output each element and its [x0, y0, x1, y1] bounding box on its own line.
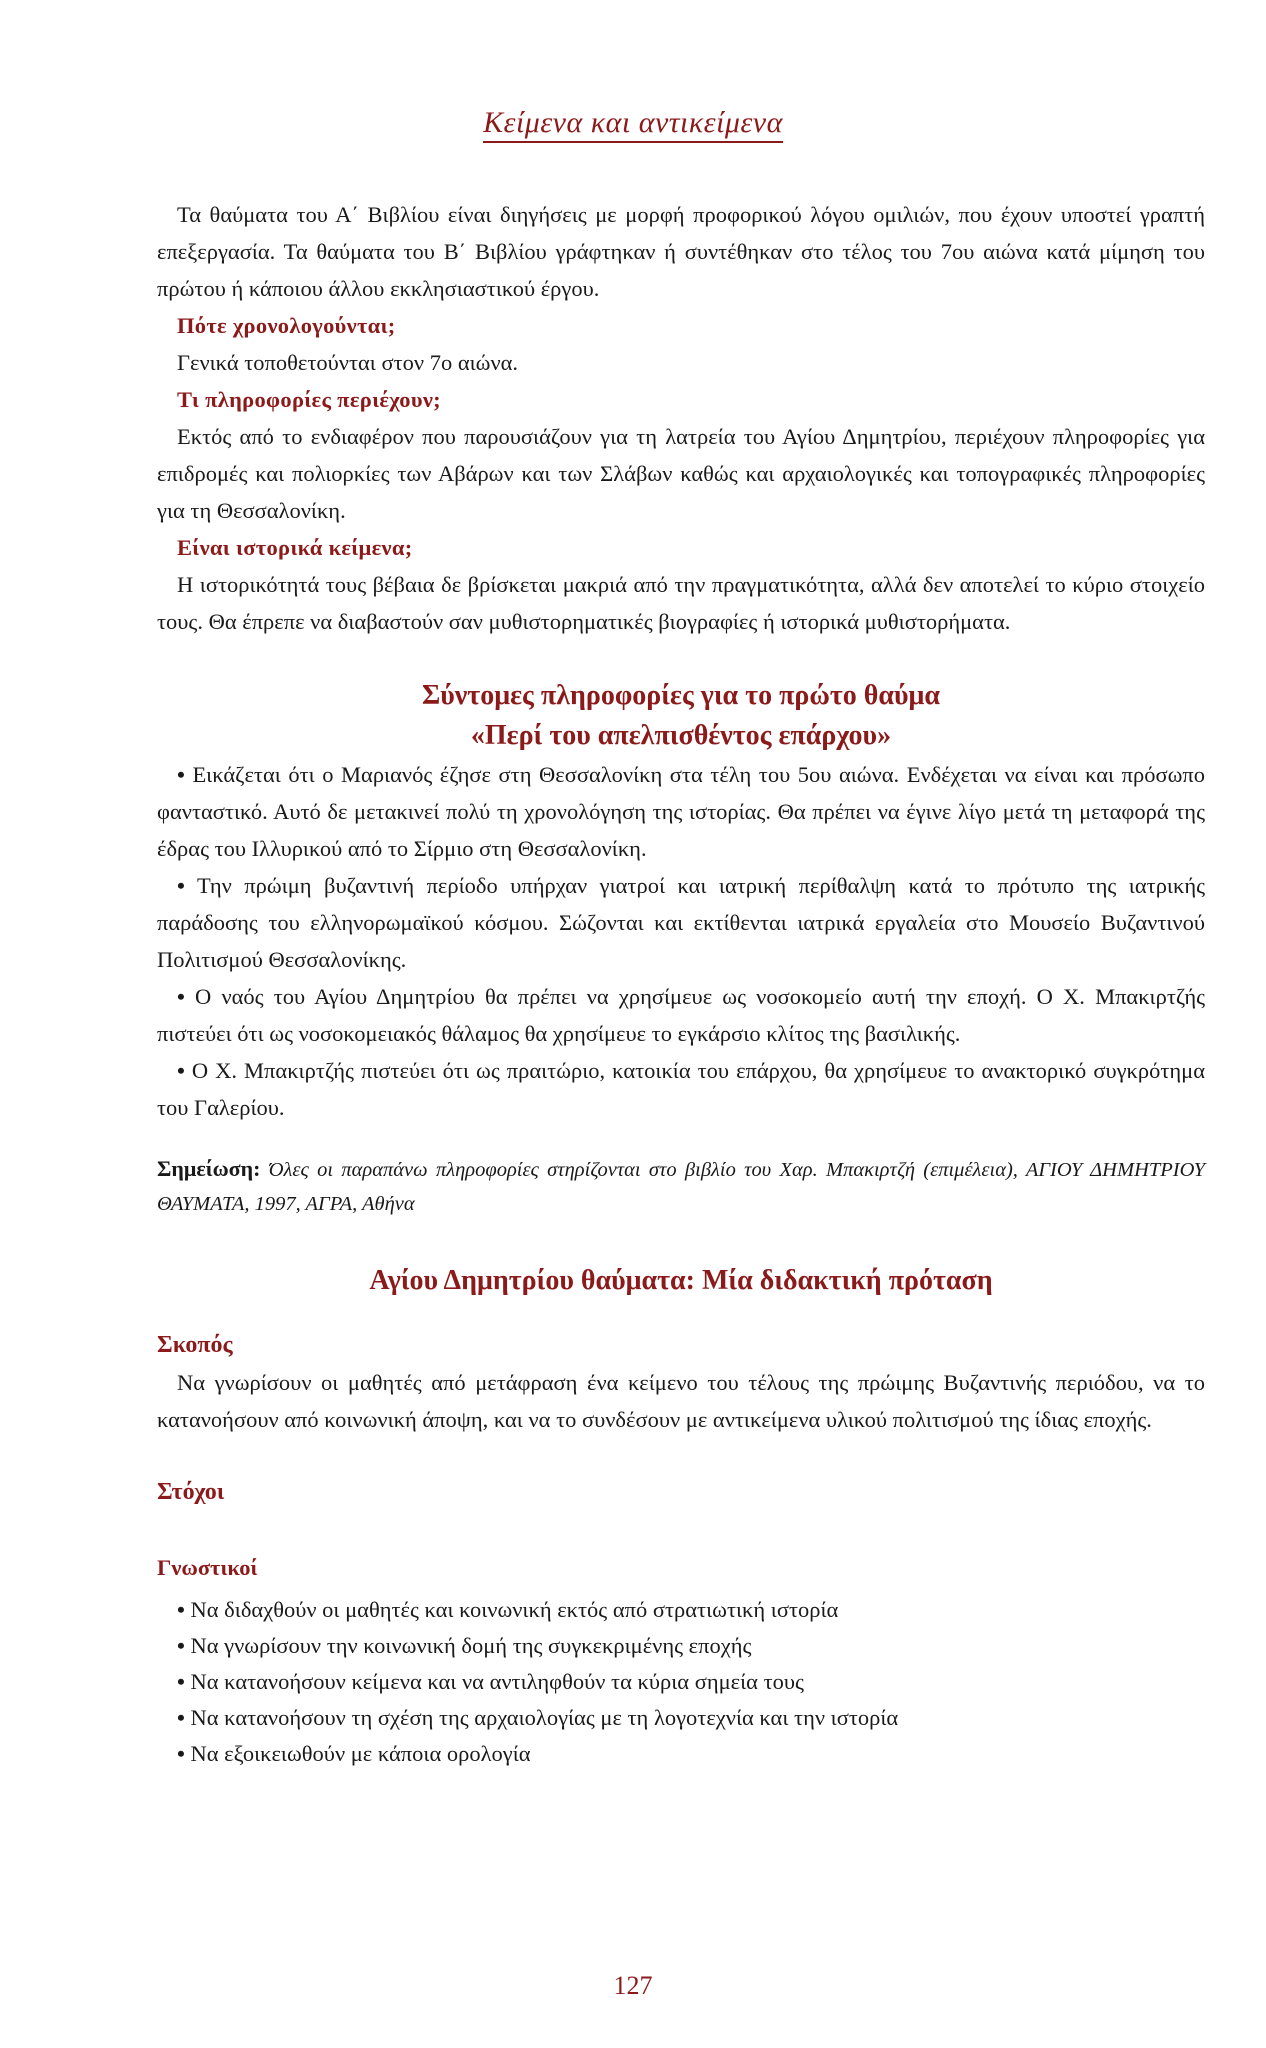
objective-text: Να διδαχθούν οι μαθητές και κοινωνική εκτός από στρατιωτική ιστορία	[190, 1597, 839, 1622]
question-historical: Είναι ιστορικά κείμενα;	[177, 535, 413, 560]
source-note	[157, 1152, 1205, 1221]
list-item	[157, 1700, 1205, 1736]
info-bullet	[157, 1052, 1205, 1126]
info-bullet	[157, 756, 1205, 867]
answer-information: Εκτός από το ενδιαφέρον που παρουσιάζουν για τη λατρεία του Αγίου Δημητρίου, περιέχουν πληροφορίες για επιδρομές και πολιορκίες των Αβάρων και των Σλάβων καθώς και αρχαιολογικές και τοπογραφικές πληροφορίες για τη Θεσσαλονίκη.	[157, 424, 1205, 523]
objectives-heading: Στόχοι	[157, 1479, 225, 1505]
objective-text: Να κατανοήσουν κείμενα και να αντιληφθούν τα κύρια σημεία τους	[190, 1669, 804, 1694]
objective-text: Να κατανοήσουν τη σχέση της αρχαιολογίας με τη λογοτεχνία και την ιστορία	[190, 1705, 899, 1730]
info-bullet-text: Την πρώιμη βυζαντινή περίοδο υπήρχαν γιατροί και ιατρική περίθαλψη κατά το πρότυπο της ιατρικής παράδοσης του ελληνορωμαϊκού κόσμου. Σώζονται και εκτίθενται ιατρικά εργαλεία στο Μουσείο Βυζαντινού Πολιτισμού Θεσσαλονίκης.	[157, 873, 1205, 972]
info-bullet-text: Εικάζεται ότι ο Μαριανός έζησε στη Θεσσαλονίκη στα τέλη του 5ου αιώνα. Ενδέχεται να είναι και πρόσωπο φανταστικό. Αυτό δε μετακινεί πολύ τη χρονολόγηση της ιστορίας. Θα πρέπει να έγινε λίγο μετά τη μεταφορά της έδρας του Ιλλυρικού από το Σίρμιο στη Θεσσαλονίκη.	[157, 762, 1206, 861]
running-header-text: Κείμενα και αντικείμενα	[483, 106, 783, 143]
question-date: Πότε χρονολογούνται;	[177, 313, 396, 338]
page-content	[157, 196, 1205, 1772]
question-information: Τι πληροφορίες περιέχουν;	[177, 387, 441, 412]
bullet-icon: •	[177, 1058, 185, 1083]
objective-text: Να εξοικειωθούν με κάποια ορολογία	[190, 1741, 531, 1766]
section-title-teaching-proposal: Αγίου Δημητρίου θαύματα: Μία διδακτική πρόταση	[369, 1265, 993, 1296]
bullet-icon: •	[177, 1597, 185, 1622]
objectives-list	[157, 1592, 1205, 1772]
intro-paragraph: Τα θαύματα του Α΄ Βιβλίου είναι διηγήσεις με μορφή προφορικού λόγου ομιλιών, που έχουν υποστεί γραπτή επεξεργασία. Τα θαύματα του Β΄ Βιβλίου γράφτηκαν ή συντέθηκαν στο τέλος του 7ου αιώνα κατά μίμηση του πρώτου ή κάποιου άλλου εκκλησιαστικού έργου.	[157, 202, 1205, 301]
list-item	[157, 1736, 1205, 1772]
answer-date: Γενικά τοποθετούνται στον 7ο αιώνα.	[177, 350, 519, 375]
running-header	[0, 106, 1266, 140]
bullet-icon: •	[177, 1705, 185, 1730]
answer-historical: Η ιστορικότητά τους βέβαια δε βρίσκεται μακριά από την πραγματικότητα, αλλά δεν αποτελεί το κύριο στοιχείο τους. Θα έπρεπε να διαβαστούν σαν μυθιστορηματικές βιογραφίες ή ιστορικά μυθιστορήματα.	[157, 572, 1205, 634]
info-bullet	[157, 867, 1205, 978]
cognitive-objectives-heading: Γνωστικοί	[157, 1555, 258, 1580]
list-item	[157, 1592, 1205, 1628]
section-title-line-2: «Περί του απελπισθέντος επάρχου»	[470, 720, 892, 751]
bullet-icon: •	[177, 1741, 185, 1766]
aim-paragraph: Να γνωρίσουν οι μαθητές από μετάφραση ένα κείμενο του τέλους της πρώιμης Βυζαντινής περιόδου, να το κατανοήσουν από κοινωνική άποψη, και να το συνδέσουν με αντικείμενα υλικού πολιτισμού της ίδιας εποχής.	[157, 1370, 1205, 1432]
bullet-icon: •	[177, 762, 185, 787]
objective-text: Να γνωρίσουν την κοινωνική δομή της συγκεκριμένης εποχής	[190, 1633, 752, 1658]
info-bullet	[157, 978, 1205, 1052]
list-item	[157, 1664, 1205, 1700]
bullet-icon: •	[177, 873, 185, 898]
list-item	[157, 1628, 1205, 1664]
info-bullet-text: Ο ναός του Αγίου Δημητρίου θα πρέπει να χρησίμευε ως νοσοκομείο αυτή την εποχή. Ο Χ. Μπακιρτζής πιστεύει ότι ως νοσοκομειακός θάλαμος θα χρησίμευε το εγκάρσιο κλίτος της βασιλικής.	[157, 984, 1205, 1046]
section-title-line-1: Σύντομες πληροφορίες για το πρώτο θαύμα	[421, 680, 941, 711]
source-note-label: Σημείωση:	[157, 1156, 261, 1181]
bullet-icon: •	[177, 984, 185, 1009]
bullet-icon: •	[177, 1669, 185, 1694]
info-bullet-text: Ο Χ. Μπακιρτζής πιστεύει ότι ως πραιτώριο, κατοικία του επάρχου, θα χρησίμευε το ανακτορικό συγκρότημα του Γαλερίου.	[157, 1058, 1206, 1120]
bullet-icon: •	[177, 1633, 185, 1658]
source-note-text: Όλες οι παραπάνω πληροφορίες στηρίζονται στο βιβλίο του Χαρ. Μπακιρτζή (επιμέλεια), ΑΓΙΟΥ ΔΗΜΗΤΡΙΟΥ ΘΑΥΜΑΤΑ, 1997, ΑΓΡΑ, Αθήνα	[157, 1159, 1205, 1215]
page-number: 127	[613, 1971, 653, 2000]
section-title-first-miracle	[157, 676, 1205, 756]
aim-heading: Σκοπός	[157, 1332, 233, 1358]
